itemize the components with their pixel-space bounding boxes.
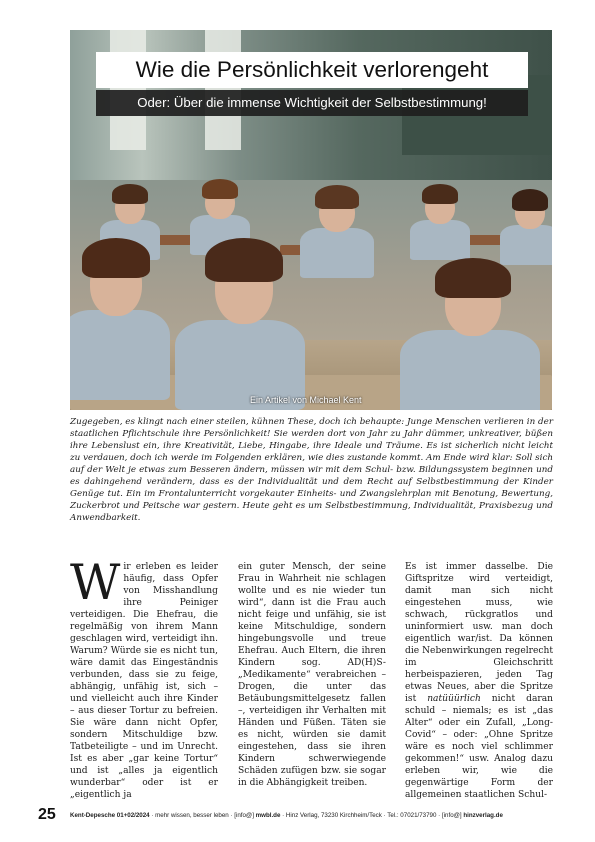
website-link[interactable]: mwbl.de [255, 812, 281, 819]
body-column-3 [405, 561, 553, 801]
article-body [70, 554, 553, 806]
body-text: Es ist immer dasselbe. Die Giftspritze wird verteidigt, damit man sich nicht eingestehen muss, wie schwach, rückgratlos und uninformiert usw. man doch eigentlich war/ist. Da können die Nebenwirkungen regelrecht im Gleichschritt herbeispazieren, jeden Tag etwas Neues, aber die Spritze ist [405, 562, 553, 704]
author-credit: Ein Artikel von Michael Kent [250, 395, 362, 405]
article-subtitle: Oder: Über die immense Wichtigkeit der Selbstbestimmung! [137, 95, 487, 110]
website-link[interactable]: hinzverlag.de [463, 812, 503, 819]
body-text: nicht daran schuld – niemals; es ist „das Alter“ oder ein Zufall, „Long-Covid“ – oder: „Ohne Spritze wäre es noch viel schlimmer gekommen!“ usw. Analog dazu erleben wir, wie die gegenwärtige Form der allgemeinen staatlichen Schul- [405, 694, 553, 800]
article-title: Wie die Persönlichkeit verlorengeht [135, 57, 489, 82]
footer-line [70, 812, 503, 819]
footer-tagline: · mehr wissen, besser leben · [info@] [149, 812, 256, 819]
body-text: ir erleben es leider häufig, dass Opfer von Misshandlung ihre Peiniger verteidigen. Die Ehefrau, die regelmäßig von ihrem Mann geschlagen wird, verteidigt ihn. Warum? Würde sie es nicht tun, wäre damit das Eingeständnis verbunden, dass sie zu feige, abhängig, unfähig ist, sich – und vielleicht auch ihre Kinder – aus dieser Tortur zu befreien. Sie wäre dann nicht Opfer, sondern Mitschuldige bzw. Tatbeteiligte – und im Unrecht. Ist es aber „gar keine Tortur“ und ist „alles ja eigentlich wunderbar“ oder ist er „eigentlich ja [70, 562, 218, 800]
body-column-1 [70, 554, 218, 801]
article-intro: Zugegeben, es klingt nach einer steilen, kühnen These, doch ich behaupte: Junge Menschen verlieren in der staatlichen Pflichtschule ihre Persönlichkeit! Sie werden dort von Jahr zu Jahr dümmer, unkreativer, büßen ihre Lebenslust ein, ihre Kreativität, Liebe, Hingabe, ihre Ideale und Träume. Es ist sicherlich nicht leicht zu verdauen, doch ich werde im Folgenden erklären, wie dies zustande kommt. Am Ende wird klar: Soll sich auf der Welt je etwas zum Besseren ändern, müssen wir mit dem Schul- bzw. Bildungssystem beginnen und es dahingehend verändern, dass es der Individualität und dem Recht auf Selbstbestimmung der Kinder Genüge tut. Ein im Frontalunterricht vorgekauter Einheits- und Zwangslehrplan mit Benotung, Bewertung, Zuckerbrot und Peitsche war gestern. Heute geht es um Selbstbestimmung, Individualität, Praxisbezug und Anwendbarkeit. [70, 417, 553, 523]
publication-name: Kent-Depesche 01+02/2024 [70, 812, 150, 819]
drop-cap: W [70, 554, 121, 611]
page-number: 25 [38, 806, 56, 823]
footer-address: · Hinz Verlag, 73230 Kirchheim/Teck · Tel.: 07021/73790 · [info@] [280, 812, 464, 819]
emphasis: natüüürlich [427, 694, 481, 704]
body-column-2: ein guter Mensch, der seine Frau in Wahrheit nie schlagen wollte und es nie wieder tun wird“, dann ist die Frau auch nicht feige und unfähig, sie ist keine Mitschuldige, sondern hingebungsvolle und treue Ehefrau. Auch Eltern, die ihren Kindern sog. AD(H)S-„Medikamente“ verabreichen – Drogen, die unter das Betäubungsmittelgesetz fallen –, verteidigen ihr Verhalten mit Händen und Füßen. Täten sie es nicht, würden sie damit eingestehen, dass sie ihren Kindern schwerwiegende Schäden zufügen bzw. sie sogar in die Abhängigkeit treiben. [238, 562, 386, 788]
